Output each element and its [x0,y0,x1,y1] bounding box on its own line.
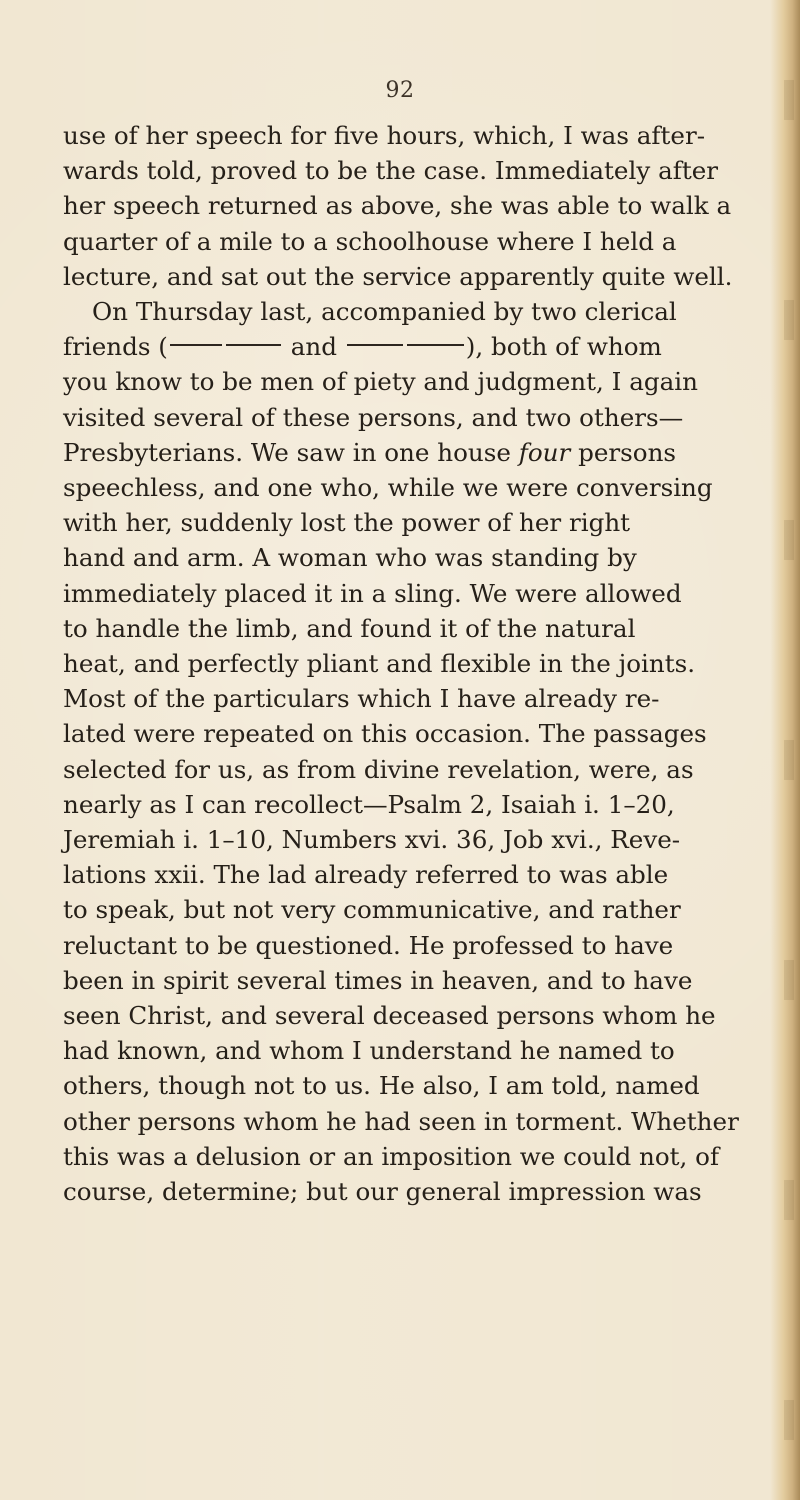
text-line-29: other persons whom he had seen in torment. Whether [63,1106,739,1136]
name-blank-dash [226,344,281,346]
page-number: 92 [385,78,415,103]
text-line-18: lated were repeated on this occasion. The passages [63,719,707,749]
text-line-3: her speech returned as above, she was able to walk a [63,191,732,221]
text-line-30: this was a delusion or an imposition we could not, of [63,1141,720,1171]
name-blank-dash [347,344,403,346]
text-line-2: wards told, proved to be the case. Immediately after [63,156,719,186]
text-line-10-suffix: persons [570,437,677,467]
text-line-19: selected for us, as from divine revelation, were, as [63,754,694,784]
text-line-28: others, though not to us. He also, I am told, named [63,1071,700,1101]
text-line-23: to speak, but not very communicative, and rather [63,895,681,925]
text-line-7-suffix: ), both of whom [465,332,662,362]
text-line-24: reluctant to be questioned. He professed to have [63,930,674,960]
text-line-14: immediately placed it in a sling. We were allowed [63,578,682,608]
text-line-13: hand and arm. A woman who was standing by [63,543,637,573]
text-line-11: speechless, and one who, while we were conversing [63,473,713,503]
text-line-1: use of her speech for five hours, which, I was after- [63,121,706,150]
text-line-31: course, determine; but our general impression was [63,1177,702,1207]
text-line-26: seen Christ, and several deceased persons whom he [63,1001,716,1031]
text-line-22: lations xxii. The lad already referred to was able [63,860,669,890]
text-line-25: been in spirit several times in heaven, and to have [63,965,693,995]
text-line-17: Most of the particulars which I have already re- [63,684,660,714]
italic-word-four: four [518,437,571,467]
text-line-9: visited several of these persons, and two others— [63,402,684,432]
text-line-7-prefix: friends ( [63,332,168,362]
text-line-16: heat, and perfectly pliant and flexible in the joints. [63,649,696,679]
text-line-21: Jeremiah i. 1–10, Numbers xvi. 36, Job xvi., Reve- [63,825,681,855]
text-line-7 [63,329,766,364]
name-blank-dash [407,344,464,346]
text-line-6: On Thursday last, accompanied by two clerical [92,297,677,327]
name-blank-dash [170,344,222,346]
text-line-5: lecture, and sat out the service apparently quite well. [63,261,733,291]
body-text [63,118,766,1209]
text-line-10-prefix: Presbyterians. We saw in one house [63,437,519,467]
text-line-8: you know to be men of piety and judgment, I again [63,367,698,397]
text-line-20: nearly as I can recollect—Psalm 2, Isaiah i. 1–20, [63,789,675,819]
text-line-7-mid: and [282,332,345,362]
text-line-12: with her, suddenly lost the power of her right [63,508,631,538]
text-line-10 [63,435,766,470]
text-line-4: quarter of a mile to a schoolhouse where I held a [63,226,677,256]
page-edge-shadow [770,0,800,1500]
text-line-27: had known, and whom I understand he named to [63,1036,675,1066]
text-line-15: to handle the limb, and found it of the natural [63,613,636,643]
